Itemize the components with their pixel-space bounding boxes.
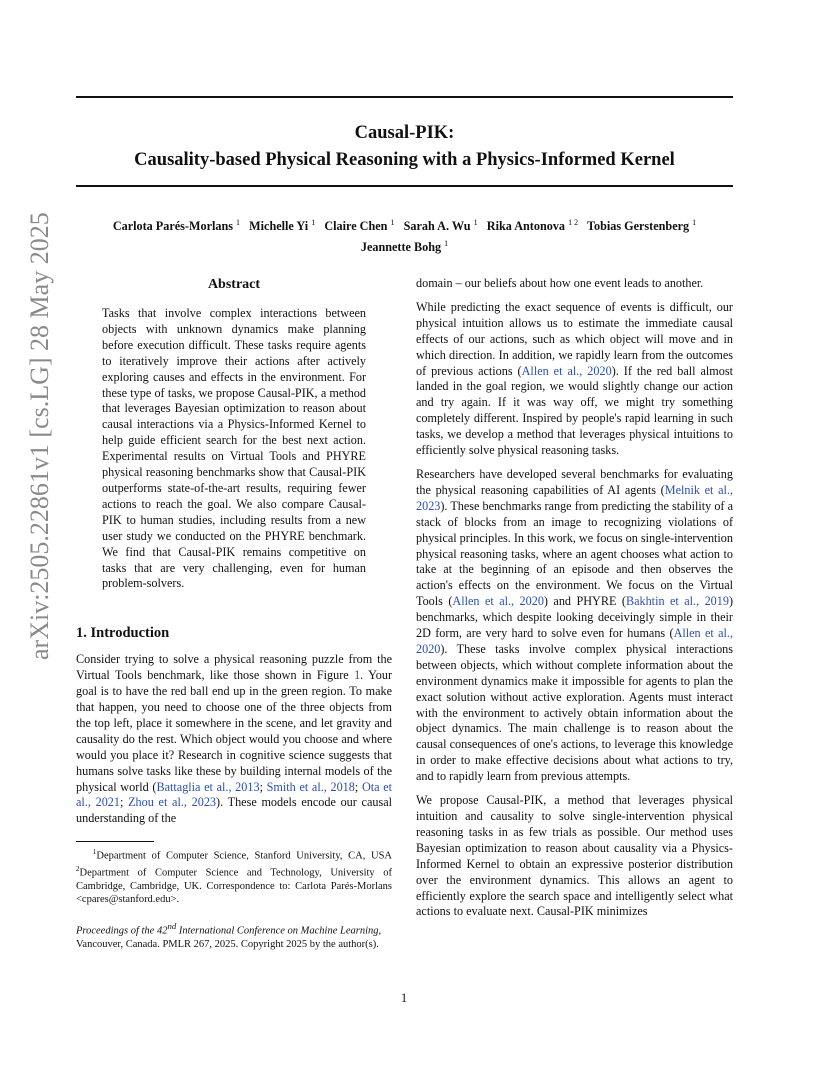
intro-paragraph: Consider trying to solve a physical reasoning puzzle from the Virtual Tools benchmark, like those shown in Figure 1. Your goal is to have the red ball end up in the green region. To make that happen, you need to choose one of the three objects from the top left, place it somewhere in the scene, and let gravity and causality do the rest. Which object would you choose and where would you place it? Research in cognitive science suggests that humans solve tasks like these by building internal models of the physical world (Battaglia et al., 2013; Smith et al., 2018; Ota et al., 2021; Zhou et al., 2023). These models encode our causal understanding of the [76,652,393,826]
proceedings-note: Proceedings of the 42nd International Conference on Machine Learning, Vancouver, Canada. PMLR 267, 2025. Copyright 2025 by the author(s). [76,921,382,950]
body-paragraph: We propose Causal-PIK, a method that leverages physical intuition and causality to solve single-intervention physical reasoning tasks in as few trials as possible. Our method uses Bayesian optimization to reason about causality via a Physics-Informed Kernel to obtain an expressive posterior distribution over the environment dynamics. This allows an agent to efficiently explore the search space and intelligently select what actions to evaluate next. Causal-PIK minimizes [416,793,733,919]
page-number: 1 [400,991,408,1005]
citation-link[interactable]: Zhou et al., 2023 [128,795,217,810]
title-rule-top [76,96,733,98]
citation-link[interactable]: Allen et al., 2020 [521,363,612,378]
citation-link[interactable]: Ota et al., 2021 [76,779,393,810]
author: Carlota Parés-Morlans $^1$ [112,218,241,234]
author: Claire Chen $^1$ [324,218,395,234]
title-rule-bottom [76,185,733,187]
author: Michelle Yi $^1$ [249,218,316,234]
author-list [76,214,733,256]
author: Jeannette Bohg $^1$ [360,239,449,255]
abstract-heading: Abstract [207,277,261,292]
title-line-1: Causal-PIK: [354,123,455,143]
paper-title [76,120,733,174]
title-line-2: Causality-based Physical Reasoning with a Physics-Informed Kernel [134,150,675,170]
affiliation-footnote: $^1$Department of Computer Science, Stanford University, CA, USA $^2$Department of Computer Science and Technology, University of Cambridge, Cambridge, UK. Correspondence to: Carlota Parés-Morlans <cpares@stanford.edu>. [76,848,393,905]
body-paragraph: domain – our beliefs about how one event leads to another. [416,276,704,290]
right-column [416,276,733,928]
body-paragraph: Researchers have developed several benchmarks for evaluating the physical reasoning capabilities of AI agents (Melnik et al., 2023). These benchmarks range from predicting the stability of a stack of blocks from an image to recognizing violations of physical principles. In this work, we focus on single-intervention physical reasoning tasks, where an agent chooses what action to take at the beginning of an episode and then observes the action's effects on the environment. We focus on the Virtual Tools (Allen et al., 2020) and PHYRE (Bakhtin et al., 2019) benchmarks, which despite looking deceivingly simple in their 2D form, are very hard to solve even for humans (Allen et al., 2020). These tasks involve complex physical interactions between objects, which without complete information about the environment dynamics make it impossible for agents to plan the exact solution without active exploration. Agents must interact with the environment to actively obtain information about the object dynamics. The main challenge is to reason about the causal consequences of one's actions, to leverage this knowledge in order to make effective decisions about what actions to try, and to rapidly learn from previous attempts. [416,466,734,784]
citation-link[interactable]: Bakhtin et al., 2019 [625,594,729,609]
left-column [76,276,392,951]
citation-link[interactable]: Battaglia et al., 2013 [156,779,260,794]
footnote-rule [76,841,154,842]
section-heading-introduction: 1. Introduction [76,625,170,642]
figure-link[interactable]: 1 [354,668,361,683]
author: Tobias Gerstenberg $^1$ [586,218,697,234]
author: Rika Antonova $^{1 2}$ [486,218,579,234]
citation-link[interactable]: Smith et al., 2018 [266,779,355,794]
abstract-text: Tasks that involve complex interactions between objects with unknown dynamics make planning before execution difficult. These tasks require agents to iteratively improve their actions after actively exploring causes and effects in the environment. For these type of tasks, we propose Causal-PIK, a method that leverages Bayesian optimization to reason about causal interactions via a Physics-Informed Kernel to help guide efficient search for the best next action. Experimental results on Virtual Tools and PHYRE physical reasoning benchmarks show that Causal-PIK outperforms state-of-the-art results, requiring fewer actions to reach the goal. We also compare Causal-PIK to human studies, including results from a new user study we conducted on the PHYRE benchmark. We find that Causal-PIK remains competitive on tasks that are very challenging, even for human problem-solvers. [102,306,366,591]
citation-link[interactable]: Allen et al., 2020 [452,594,544,609]
arxiv-identifier: arXiv:2505.22861v1 [cs.LG] 28 May 2025 [25,212,54,660]
body-paragraph: While predicting the exact sequence of events is difficult, our physical intuition allows us to estimate the immediate causal effects of our actions, such as which object will move and in which direction. In addition, we rapidly learn from the outcomes of previous actions (Allen et al., 2020). If the red ball almost landed in the goal region, we would slightly change our action and try again. If it was way off, we might try something completely different. Inspired by people's rapid learning in such tasks, we develop a method that leverages physical intuitions to efficiently solve physical reasoning tasks. [416,299,733,458]
citation-link[interactable]: Allen et al., 2020 [416,626,733,656]
citation-link[interactable]: Melnik et al., 2023 [416,482,733,513]
author: Sarah A. Wu $^1$ [403,218,478,234]
